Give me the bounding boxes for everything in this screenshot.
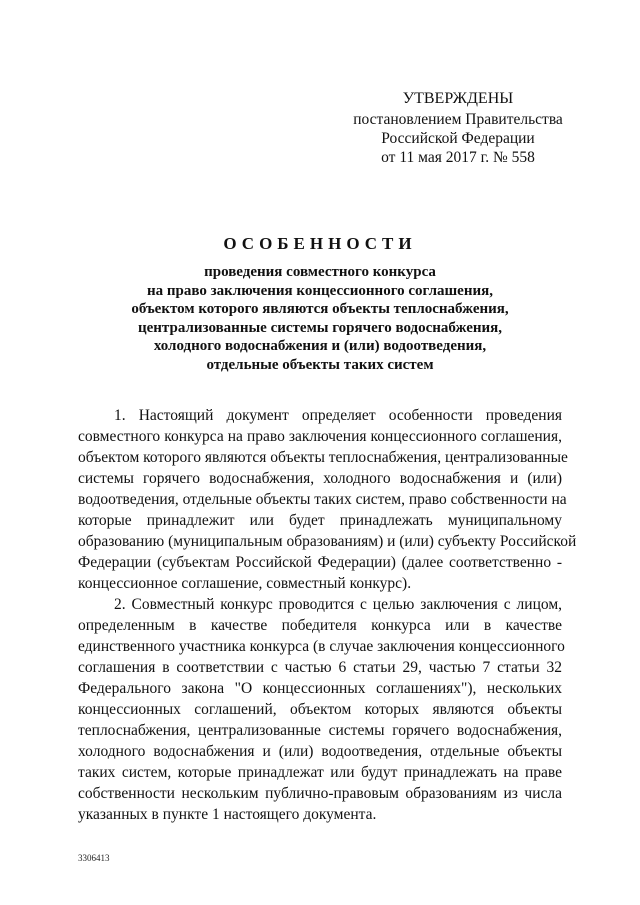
- paragraph-line: определенным в качестве победителя конкурса или в качестве: [78, 617, 562, 634]
- paragraph-line: указанных в пункте 1 настоящего документа.: [78, 806, 377, 823]
- paragraph-line: которые принадлежит или будет принадлежать муниципальному: [78, 512, 562, 529]
- approval-block: [338, 89, 578, 167]
- paragraph-line: Федерального закона "О концессионных соглашениях"), нескольких: [78, 680, 562, 697]
- paragraph-2: [78, 594, 565, 825]
- paragraph-line: 1. Настоящий документ определяет особенности проведения: [114, 407, 562, 424]
- paragraph-line: водоотведения, отдельные объекты таких систем, право собственности на: [78, 491, 567, 508]
- subtitle-line: отдельные объекты таких систем: [206, 356, 434, 373]
- paragraph-line: концессионное соглашение, совместный конкурс).: [78, 575, 412, 592]
- subtitle-line: холодного водоснабжения и (или) водоотведения,: [153, 338, 487, 354]
- approval-line: постановлением Правительства: [353, 111, 563, 128]
- paragraph-line: холодного водоснабжения и (или) водоотведения, отдельные объекты: [78, 743, 562, 760]
- document-code: 3306413: [78, 853, 110, 863]
- paragraph-line: концессионных соглашений, объектом которых являются объекты: [78, 701, 562, 718]
- paragraph-line: таких систем, которые принадлежат или будут принадлежать на праве: [78, 764, 562, 781]
- paragraph-line: образованию (муниципальным образованиям) и (или) субъекту Российской: [78, 533, 577, 550]
- subtitle-line: на право заключения концессионного соглашения,: [147, 282, 493, 299]
- subtitle-line: централизованные системы горячего водоснабжения,: [137, 319, 503, 336]
- document-body: [78, 405, 577, 825]
- approval-line: от 11 мая 2017 г. № 558: [381, 149, 535, 166]
- paragraph-line: совместного конкурса на право заключения концессионного соглашения,: [78, 428, 562, 445]
- paragraph-line: теплоснабжения, централизованные системы горячего водоснабжения,: [78, 722, 562, 739]
- approval-stamp: УТВЕРЖДЕНЫ: [402, 90, 514, 107]
- paragraph-line: соглашения в соответствии с частью 6 статьи 29, частью 7 статьи 32: [78, 659, 562, 676]
- approval-line: Российской Федерации: [381, 130, 535, 147]
- subtitle-line: проведения совместного конкурса: [204, 264, 436, 280]
- document-title: ОСОБЕННОСТИ: [223, 234, 417, 253]
- paragraph-line: собственности нескольким публично-правовым образованиям из числа: [78, 785, 562, 802]
- paragraph-line: 2. Совместный конкурс проводится с целью заключения с лицом,: [114, 596, 562, 613]
- paragraph-1: [78, 405, 577, 594]
- document-subtitle: [90, 263, 550, 374]
- paragraph-line: единственного участника конкурса (в случае заключения концессионного: [78, 638, 565, 655]
- paragraph-line: системы горячего водоснабжения, холодного водоснабжения и (или): [78, 470, 562, 487]
- paragraph-line: объектом которого являются объекты теплоснабжения, централизованные: [78, 449, 568, 466]
- paragraph-line: Федерации (субъектам Российской Федерации) (далее соответственно -: [78, 554, 562, 571]
- subtitle-line: объектом которого являются объекты теплоснабжения,: [131, 301, 509, 317]
